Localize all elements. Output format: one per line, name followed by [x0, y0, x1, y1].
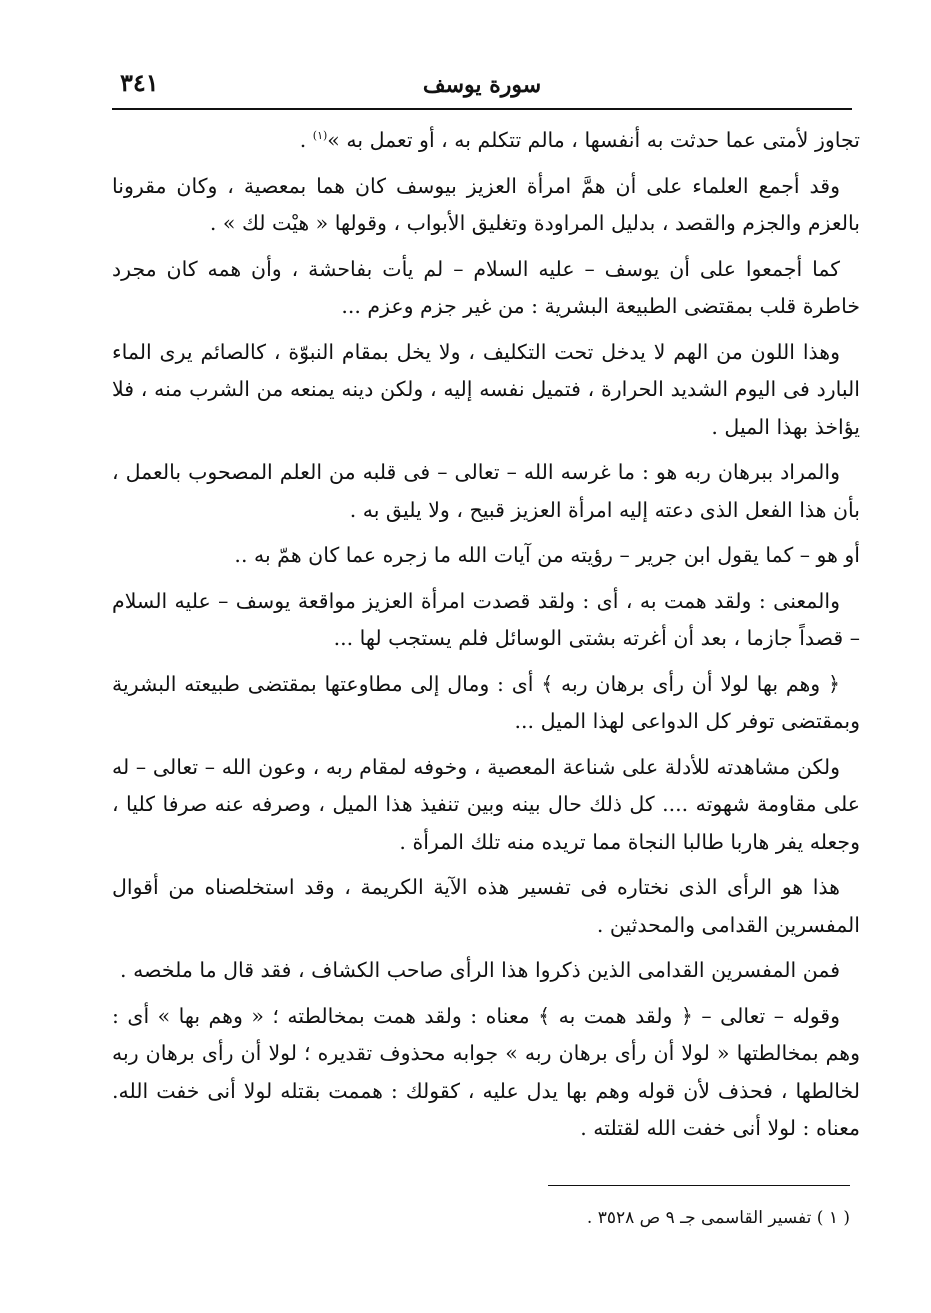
paragraph-1-text: تجاوز لأمتى عما حدثت به أنفسها ، مالم تتكلم به ، أو تعمل به » [327, 128, 860, 152]
paragraph-10: هذا هو الرأى الذى نختاره فى تفسير هذه الآية الكريمة ، وقد استخلصناه من أقوال المفسرين القدامى والمحدثين . [112, 875, 860, 937]
footnote-reference: (١) [312, 129, 328, 143]
paragraph-2: وقد أجمع العلماء على أن همَّ امرأة العزيز بيوسف كان هما بمعصية ، وكان مقرونا بالعزم والجزم والقصد ، بدليل المراودة وتغليق الأبواب ، وقولها « هيْت لك » . [112, 173, 860, 235]
paragraph-1: تجاوز لأمتى عما حدثت به أنفسها ، مالم تتكلم به ، أو تعمل به »$^{(١)}$ . [299, 128, 860, 152]
header-divider [112, 108, 852, 110]
page-header [112, 62, 852, 108]
footnote-divider [548, 1185, 850, 1186]
paragraph-5: والمراد ببرهان ربه هو : ما غرسه الله – تعالى – فى قلبه من العلم المصحوب بالعمل ، بأن هذا الفعل الذى دعته إليه امرأة العزيز قبيح ، ولا يليق به . [112, 460, 860, 522]
paragraph-12: وقوله – تعالى – ﴿ ولقد همت به ﴾ معناه : ولقد همت بمخالطته ؛ « وهم بها » أى : وهم بمخالطتها « لولا أن رأى برهان ربه » جوابه محذوف تقديره ؛ لولا أن رأى برهان ربه لخالطها ، فحذف لأن قوله وهم بها يدل عليه ، كقولك : هممت بقتله لولا أنى خفت الله. معناه : لولا أنى خفت الله لقتلته . [112, 1003, 860, 1140]
paragraph-8: ﴿ وهم بها لولا أن رأى برهان ربه ﴾ أى : ومال إلى مطاوعتها بمقتضى طبيعته البشرية وبمقتضى توفر كل الدواعى لهذا الميل ... [112, 671, 860, 733]
page-number: ٣٤١ [120, 68, 159, 97]
paragraph-6: أو هو – كما يقول ابن جرير – رؤيته من آيات الله ما زجره عما كان همّ به .. [234, 543, 860, 567]
paragraph-7: والمعنى : ولقد همت به ، أى : ولقد قصدت امرأة العزيز مواقعة يوسف – عليه السلام – قصداً جازما ، بعد أن أغرته بشتى الوسائل فلم يستجب لها ... [112, 588, 860, 650]
paragraph-4: وهذا اللون من الهم لا يدخل تحت التكليف ، ولا يخل بمقام النبوّة ، كالصائم يرى الماء البارد فى اليوم الشديد الحرارة ، فتميل نفسه إليه ، ولكن دينه يمنعه من الشرب منه ، فلا يؤاخذ بهذا الميل . [112, 339, 860, 439]
paragraph-3: كما أجمعوا على أن يوسف – عليه السلام – لم يأت بفاحشة ، وأن همه كان مجرد خاطرة قلب بمقتضى الطبيعة البشرية : من غير جزم وعزم ... [112, 256, 860, 318]
main-text [112, 122, 860, 1156]
footnote: ( ١ ) تفسير القاسمى جـ ٩ ص ٣٥٢٨ . [586, 1208, 850, 1228]
surah-title: سورة يوسف [422, 72, 542, 98]
paragraph-11: فمن المفسرين القدامى الذين ذكروا هذا الرأى صاحب الكشاف ، فقد قال ما ملخصه . [120, 958, 840, 982]
paragraph-9: ولكن مشاهدته للأدلة على شناعة المعصية ، وخوفه لمقام ربه ، وعون الله – تعالى – له على مقاومة شهوته .... كل ذلك حال بينه وبين تنفيذ هذا الميل ، وصرفه عنه صرفا كليا ، وجعله يفر هاربا طالبا النجاة مما تريده منه تلك المرأة . [112, 754, 860, 854]
